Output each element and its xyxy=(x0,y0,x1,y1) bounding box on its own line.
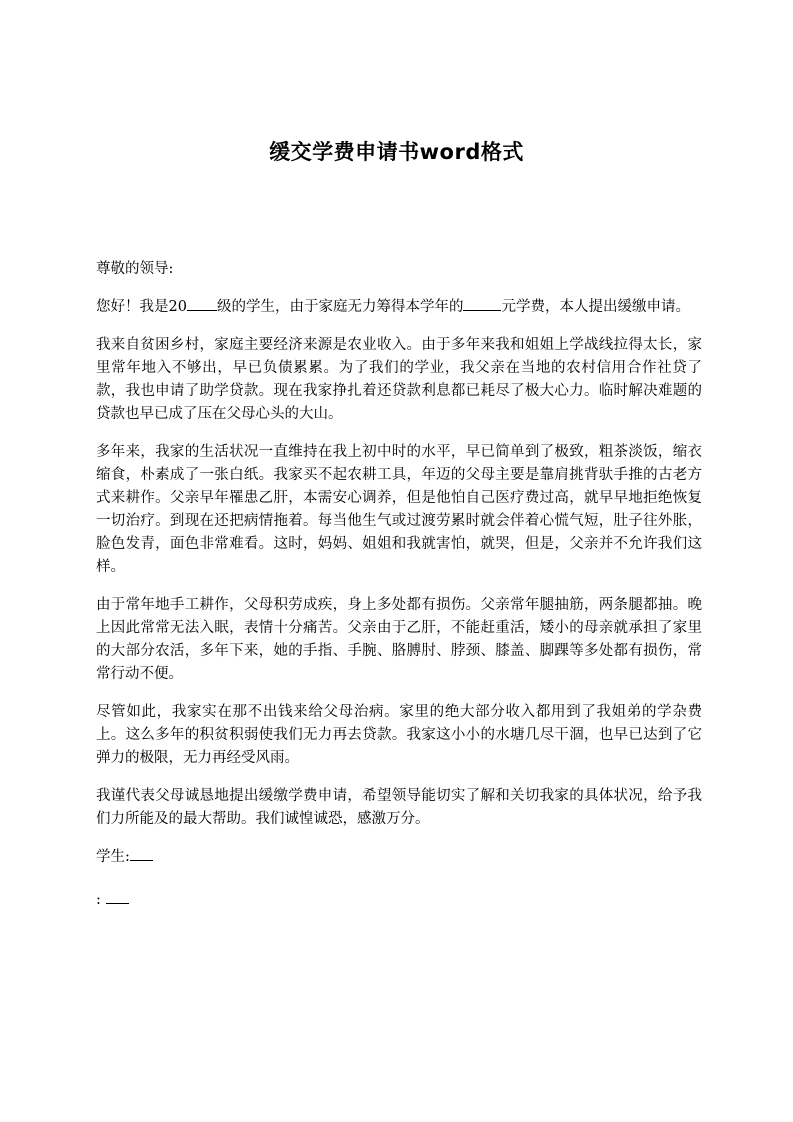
salutation: 尊敬的领导: xyxy=(96,261,174,277)
intro-text-tuition: 级的学生，由于家庭无力筹得本学年的 xyxy=(216,299,464,315)
date-blank xyxy=(106,889,129,904)
intro-text-request: 元学费，本人提出缓缴申请。 xyxy=(501,299,690,315)
signature-blank xyxy=(130,846,153,861)
body-paragraph-1: 我来自贫困乡村，家庭主要经济来源是农业收入。由于多年来我和姐姐上学战线拉得太长，家里常年地入不够出，早已负债累累。为了我们的学业，我父亲在当地的农村信用合作社贷了款，我也申请了助学贷款。现在我家挣扎着还贷款利息都已耗尽了极大心力。临时解决难题的贷款也早已成了压在父母心头的大山。 xyxy=(96,337,702,422)
document-title: 缓交学费申请书word格式 xyxy=(269,140,524,164)
body-paragraph-3: 由于常年地手工耕作，父母积劳成疾，身上多处都有损伤。父亲常年腿抽筋，两条腿都抽。晚上因此常常无法入眠，表情十分痛苦。父亲由于乙肝，不能赶重活，矮小的母亲就承担了家里的大部分农活，多年下来，她的手指、手腕、胳膊肘、脖颈、膝盖、脚踝等多处都有损伤，常常行动不便。 xyxy=(96,597,702,682)
body-paragraph-2: 多年来，我家的生活状况一直维持在我上初中时的水平，早已简单到了极致，粗茶淡饭，缩衣缩食，朴素成了一张白纸。我家买不起农耕工具，年迈的父母主要是靠肩挑背驮手推的古老方式来耕作。父亲早年罹患乙肝，本需安心调养，但是他怕自己医疗费过高，就早早地拒绝恢复一切治疗。到现在还把病情拖着。每当他生气或过渡劳累时就会伴着心慌气短，肚子往外胀，脸色发青，面色非常难看。这时，妈妈、姐姐和我就害怕，就哭，但是，父亲并不允许我们这样。 xyxy=(96,444,702,575)
grade-blank xyxy=(187,296,217,311)
intro-text-grade: 您好！我是20 xyxy=(96,299,187,315)
date-label: : xyxy=(96,892,101,908)
date-line xyxy=(96,889,702,912)
document-body xyxy=(96,258,702,927)
body-paragraph-4: 尽管如此，我家实在那不出钱来给父母治病。家里的绝大部分收入都用到了我姐弟的学杂费上。这么多年的积贫积弱使我们无力再去贷款。我家这小小的水塘几尽干涸，也早已达到了它弹力的极限，无力再经受风雨。 xyxy=(96,704,702,766)
body-paragraph-5: 我谨代表父母诚恳地提出缓缴学费申请，希望领导能切实了解和关切我家的具体状况，给予我们力所能及的最大帮助。我们诚惶诚恐，感激万分。 xyxy=(96,788,702,827)
intro-paragraph xyxy=(96,296,702,319)
signature-label: 学生: xyxy=(96,849,130,865)
signature-line xyxy=(96,846,702,869)
tuition-amount-blank xyxy=(463,296,501,311)
